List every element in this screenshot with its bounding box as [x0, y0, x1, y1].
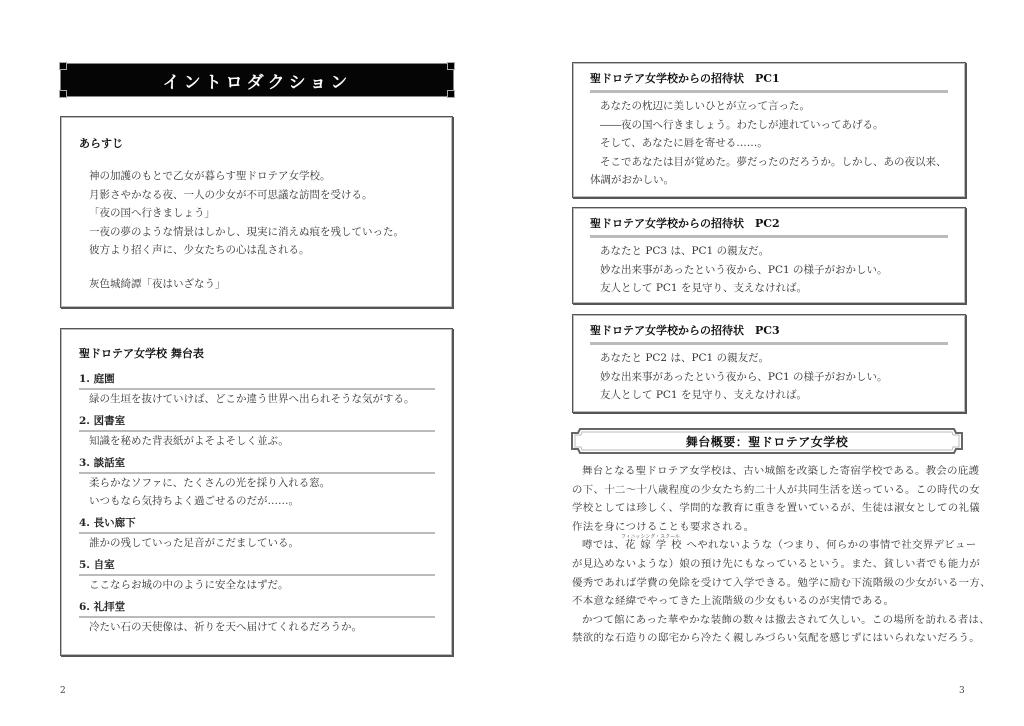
stage-table-heading: 聖ドロテア女学校 舞台表 [79, 347, 204, 360]
overview-line: 作法を身につけることも要求される。 [572, 520, 755, 533]
room-title: 6. 礼拝堂 [79, 599, 435, 618]
room-description: 誰かの残していった足音がこだましている。 [89, 537, 299, 549]
invitation-line: 体調がおかしい。 [590, 174, 674, 186]
overview-heading: 舞台概要：聖ドロテア女学校 [685, 434, 849, 449]
synopsis-lines [89, 167, 404, 260]
invitation-line: そして、あなたに唇を寄せる……。 [600, 137, 768, 149]
page-title: イントロダクション [162, 72, 352, 93]
overview-line: 学校としては珍しく、学問的な教育に重きを置いているが、生徒は淑女としての礼儀 [572, 502, 980, 515]
page-number-left: 2 [60, 686, 66, 696]
scenario-credit: 灰色城綺譚「夜はいざなう」 [89, 278, 226, 290]
invitation-body [590, 349, 950, 405]
overview-line: 優秀であれば学費の免除を受けて入学できる。勉学に励む下流階級の少女がいる一方、 [572, 576, 991, 589]
room-item [79, 455, 435, 510]
stage-table-box [60, 328, 453, 656]
invitation-line: 妙な出来事があったという夜から、PC1 の様子がおかしい。 [600, 263, 888, 276]
room-item [79, 371, 435, 408]
overview-line: 禁欲的な石造りの邸宅から冷たく親しみづらい気配を感じずにはいられないだろう。 [572, 632, 980, 645]
room-item [79, 557, 435, 594]
room-description: 知識を秘めた背表紙がよそよそしく並ぶ。 [89, 435, 289, 447]
invitation-pc2-box [572, 207, 966, 304]
invitation-body [590, 242, 950, 298]
overview-text-fragment: へやれないような（つまり、何らかの事情で社交界デビュー [686, 539, 977, 552]
synopsis-heading: あらすじ [79, 137, 123, 150]
overview-text [572, 462, 991, 648]
corner-ornament-icon [59, 90, 67, 98]
ruby-base: 花嫁学校 [624, 539, 687, 552]
room-item [79, 599, 435, 636]
room-description: ここならお城の中のように安全なはずだ。 [89, 579, 289, 591]
ruby-term [620, 534, 687, 555]
invitation-line: あなたの枕辺に美しいひとが立って言った。 [600, 100, 810, 112]
overview-line: 不本意な経緯でやってきた上流階級の少女もいるのが実情である。 [572, 595, 895, 608]
overview-line: かつて館にあった華やかな装飾の数々は撤去されて久しい。この場所を訪れる者は、 [582, 613, 991, 626]
room-title: 2. 図書室 [79, 413, 435, 432]
invitation-line: そこであなたは目が覚めた。夢だったのだろうか。しかし、あの夜以来、 [600, 155, 947, 168]
synopsis-line: 彼方より招く声に、少女たちの心は乱される。 [89, 244, 310, 256]
invitation-line: あなたと PC3 は、PC1 の親友だ。 [600, 245, 770, 257]
synopsis-line: 「夜の国へ行きましょう」 [89, 207, 215, 219]
ruby-annotation: フィニッシング・スクール [620, 534, 681, 541]
room-description: 緑の生垣を抜けていけば、どこか違う世界へ出られそうな気がする。 [89, 393, 415, 405]
room-title: 5. 自室 [79, 557, 435, 576]
invitation-line: 友人として PC1 を見守り、支えなければ。 [600, 282, 807, 294]
room-title: 1. 庭園 [79, 371, 435, 390]
overview-line: の下、十二～十八歳程度の少女たち約二十人が共同生活を送っている。この時代の女 [572, 483, 981, 496]
room-description: 柔らかなソファに、たくさんの光を採り入れる窓。 [89, 477, 331, 489]
synopsis-line: 一夜の夢のような情景はしかし、現実に消えぬ痕を残していった。 [89, 225, 404, 238]
title-banner [60, 63, 454, 97]
overview-line: 舞台となる聖ドロテア女学校は、古い城館を改築した寄宿学校である。教会の庇護 [582, 465, 980, 477]
synopsis-line: 月影さやかなる夜、一人の少女が不可思議な訪問を受ける。 [89, 188, 373, 201]
invitation-body [590, 97, 950, 190]
invitation-heading: 聖ドロテア女学校からの招待状 PC2 [590, 216, 948, 238]
corner-ornament-icon [447, 62, 455, 70]
corner-ornament-icon [447, 90, 455, 98]
invitation-line: あなたと PC2 は、PC1 の親友だ。 [600, 352, 770, 364]
invitation-heading: 聖ドロテア女学校からの招待状 PC1 [590, 71, 948, 93]
overview-text-fragment: 噂では、 [582, 539, 625, 552]
synopsis-box [60, 116, 453, 308]
invitation-line: 友人として PC1 を見守り、支えなければ。 [600, 389, 807, 401]
room-title: 4. 長い廊下 [79, 515, 435, 534]
page-number-right: 3 [959, 686, 965, 696]
overview-line [572, 534, 977, 555]
invitation-heading: 聖ドロテア女学校からの招待状 PC3 [590, 323, 948, 345]
overview-banner [570, 427, 964, 455]
room-list [79, 371, 435, 641]
overview-line: が見込めないような）娘の預け先にもなっているという。また、貧しい者でも能力が [572, 557, 981, 570]
room-description: いつもなら気持ちよく過ごせるのだが……。 [89, 495, 299, 507]
invitation-line: 妙な出来事があったという夜から、PC1 の様子がおかしい。 [600, 370, 888, 383]
invitation-pc3-box [572, 314, 966, 413]
room-item [79, 515, 435, 552]
invitation-line: ――夜の国へ行きましょう。わたしが連れていってあげる。 [600, 118, 884, 131]
corner-ornament-icon [59, 62, 67, 70]
room-item [79, 413, 435, 450]
invitation-pc1-box [572, 62, 966, 198]
synopsis-line: 神の加護のもとで乙女が暮らす聖ドロテア女学校。 [89, 170, 331, 182]
room-title: 3. 談話室 [79, 455, 435, 474]
room-description: 冷たい石の天使像は、祈りを天へ届けてくれるだろうか。 [89, 621, 362, 633]
